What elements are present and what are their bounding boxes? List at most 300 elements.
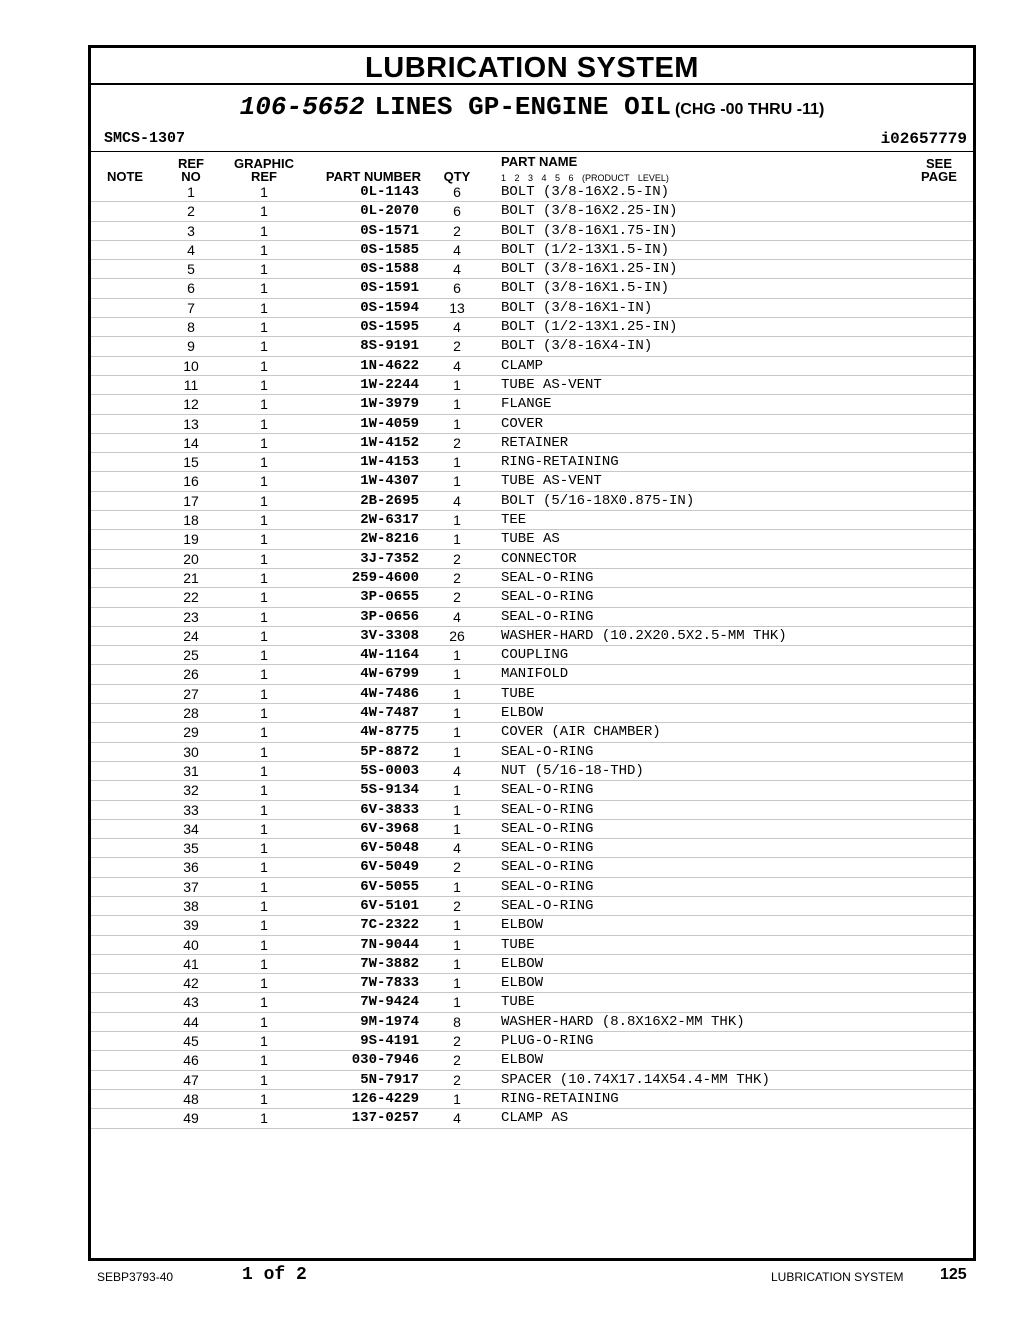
- qty: 26: [449, 627, 465, 644]
- qty: 2: [453, 338, 461, 355]
- table-row: [91, 1071, 973, 1090]
- part-number: 0L-1143: [360, 184, 419, 200]
- part-number: 4W-7487: [360, 705, 419, 722]
- qty: 1: [453, 705, 461, 722]
- table-row: [91, 1090, 973, 1109]
- table-row: [91, 376, 973, 395]
- graphic-ref: 1: [260, 994, 268, 1011]
- graphic-ref: 1: [260, 627, 268, 644]
- part-name: ELBOW: [501, 975, 544, 992]
- graphic-ref: 1: [260, 705, 268, 722]
- table-row: [91, 1013, 973, 1032]
- graphic-ref: 1: [260, 203, 268, 220]
- table-row: [91, 936, 973, 955]
- page-title: LUBRICATION SYSTEM: [365, 52, 699, 84]
- graphic-ref: 1: [260, 743, 268, 760]
- ref-no: 11: [183, 376, 199, 393]
- table-row: [91, 820, 973, 839]
- graphic-ref: 1: [260, 1071, 268, 1088]
- part-number: 0S-1591: [360, 280, 419, 297]
- table-row: [91, 685, 973, 704]
- part-number: 5S-9134: [360, 782, 419, 799]
- qty: 2: [453, 859, 461, 876]
- part-number: 030-7946: [351, 1052, 419, 1069]
- part-name: SPACER (10.74X17.14X54.4-MM THK): [501, 1071, 770, 1088]
- qty: 1: [453, 531, 461, 548]
- table-row: [91, 839, 973, 858]
- part-number: 7W-9424: [360, 994, 419, 1011]
- graphic-ref: 1: [260, 512, 268, 529]
- graphic-ref: 1: [260, 917, 268, 934]
- qty: 1: [453, 396, 461, 413]
- table-row: [91, 1109, 973, 1128]
- table-row: [91, 762, 973, 781]
- part-name: BOLT (3/8-16X1.5-IN): [501, 280, 670, 297]
- part-name: SEAL-O-RING: [501, 897, 594, 914]
- table-row: [91, 801, 973, 820]
- header-see-line2: PAGE: [921, 169, 957, 184]
- ref-no: 48: [183, 1090, 199, 1107]
- table-row: [91, 337, 973, 356]
- part-number: 8S-9191: [360, 338, 419, 355]
- ref-no: 49: [183, 1110, 199, 1127]
- table-row: [91, 955, 973, 974]
- header-qty: QTY: [443, 169, 471, 184]
- part-number: 137-0257: [351, 1110, 419, 1127]
- ref-no: 22: [183, 589, 199, 606]
- part-name: BOLT (3/8-16X2.25-IN): [501, 203, 678, 220]
- graphic-ref: 1: [260, 878, 268, 895]
- qty: 6: [453, 203, 461, 220]
- table-row: [91, 588, 973, 607]
- qty: 2: [453, 569, 461, 586]
- ref-no: 41: [183, 955, 199, 972]
- qty: 4: [453, 319, 461, 336]
- part-name: TEE: [501, 512, 527, 529]
- part-number: 6V-3833: [360, 801, 419, 818]
- part-name: SEAL-O-RING: [501, 859, 594, 876]
- change-range: (CHG -00 THRU -11): [674, 101, 825, 118]
- graphic-ref: 1: [260, 531, 268, 548]
- header-note: NOTE: [106, 169, 144, 184]
- ref-no: 10: [183, 357, 199, 374]
- table-row: [91, 357, 973, 376]
- part-number: 1W-4059: [360, 415, 419, 432]
- ref-no: 8: [187, 319, 195, 336]
- header-graphic-line2: REF: [251, 169, 277, 184]
- part-number: 4W-1164: [360, 647, 419, 664]
- graphic-ref: 1: [260, 762, 268, 779]
- table-row: [91, 530, 973, 549]
- part-number: 9M-1974: [360, 1013, 419, 1030]
- qty: 2: [453, 897, 461, 914]
- part-name: CLAMP: [501, 357, 544, 374]
- ref-no: 36: [183, 859, 199, 876]
- ref-no: 15: [183, 454, 199, 471]
- graphic-ref: 1: [260, 434, 268, 451]
- qty: 1: [453, 820, 461, 837]
- table-row: [91, 608, 973, 627]
- ref-no: 39: [183, 917, 199, 934]
- qty: 4: [453, 1110, 461, 1127]
- ref-no: 14: [183, 434, 199, 451]
- qty: 2: [453, 1071, 461, 1088]
- graphic-ref: 1: [260, 840, 268, 857]
- qty: 4: [453, 762, 461, 779]
- part-name: TUBE: [501, 994, 535, 1011]
- ref-no: 31: [183, 762, 199, 779]
- part-number: 3V-3308: [360, 627, 419, 644]
- parts-page-frame: [88, 45, 976, 1261]
- footer-section: LUBRICATION SYSTEM: [771, 1270, 904, 1284]
- part-name: TUBE AS-VENT: [501, 376, 602, 393]
- table-row: [91, 395, 973, 414]
- table-row: [91, 183, 973, 202]
- part-number: 7W-3882: [360, 955, 419, 972]
- graphic-ref: 1: [260, 1090, 268, 1107]
- part-name: RING-RETAINING: [501, 454, 619, 471]
- table-row: [91, 241, 973, 260]
- part-number: 3P-0655: [360, 589, 419, 606]
- group-subtitle: [91, 92, 973, 122]
- qty: 2: [453, 1052, 461, 1069]
- part-name: ELBOW: [501, 917, 544, 934]
- graphic-ref: 1: [260, 299, 268, 316]
- smcs-code: SMCS-1307: [104, 130, 186, 147]
- part-name: TUBE: [501, 936, 535, 953]
- part-name: SEAL-O-RING: [501, 801, 594, 818]
- part-name: BOLT (5/16-18X0.875-IN): [501, 492, 695, 509]
- ref-no: 45: [183, 1033, 199, 1050]
- part-name: SEAL-O-RING: [501, 782, 594, 799]
- ref-no: 17: [183, 492, 199, 509]
- table-row: [91, 569, 973, 588]
- graphic-ref: 1: [260, 357, 268, 374]
- part-name: BOLT (3/8-16X1.75-IN): [501, 222, 678, 239]
- part-name: CLAMP AS: [501, 1110, 569, 1127]
- table-row: [91, 260, 973, 279]
- qty: 1: [453, 801, 461, 818]
- part-name: SEAL-O-RING: [501, 878, 594, 895]
- graphic-ref: 1: [260, 1013, 268, 1030]
- ref-no: 43: [183, 994, 199, 1011]
- table-row: [91, 453, 973, 472]
- graphic-ref: 1: [260, 280, 268, 297]
- table-row: [91, 1051, 973, 1070]
- graphic-ref: 1: [260, 820, 268, 837]
- graphic-ref: 1: [260, 492, 268, 509]
- part-name: MANIFOLD: [501, 666, 569, 683]
- ref-no: 12: [183, 396, 199, 413]
- graphic-ref: 1: [260, 222, 268, 239]
- table-row: [91, 723, 973, 742]
- part-number: 1W-3979: [360, 396, 419, 413]
- part-number: 259-4600: [351, 569, 419, 586]
- graphic-ref: 1: [260, 724, 268, 741]
- table-row: [91, 916, 973, 935]
- part-number: 4W-6799: [360, 666, 419, 683]
- graphic-ref: 1: [260, 859, 268, 876]
- qty: 4: [453, 261, 461, 278]
- group-number: 106-5652: [239, 92, 365, 122]
- table-row: [91, 1032, 973, 1051]
- graphic-ref: 1: [260, 589, 268, 606]
- document-id: i02657779: [880, 130, 967, 148]
- part-number: 126-4229: [351, 1090, 419, 1107]
- table-row: [91, 665, 973, 684]
- ref-no: 33: [183, 801, 199, 818]
- qty: 1: [453, 1090, 461, 1107]
- graphic-ref: 1: [260, 936, 268, 953]
- table-row: [91, 472, 973, 491]
- part-number: 2W-8216: [360, 531, 419, 548]
- qty: 4: [453, 241, 461, 258]
- part-name: COUPLING: [501, 647, 569, 664]
- qty: 1: [453, 376, 461, 393]
- footer-doc-code: SEBP3793-40: [97, 1270, 174, 1284]
- part-name: PLUG-O-RING: [501, 1033, 594, 1050]
- qty: 2: [453, 589, 461, 606]
- part-name: TUBE AS: [501, 531, 560, 548]
- graphic-ref: 1: [260, 376, 268, 393]
- ref-no: 26: [183, 666, 199, 683]
- ref-no: 35: [183, 840, 199, 857]
- table-row: [91, 974, 973, 993]
- part-number: 6V-5101: [360, 897, 419, 914]
- graphic-ref: 1: [260, 454, 268, 471]
- ref-no: 38: [183, 897, 199, 914]
- graphic-ref: 1: [260, 608, 268, 625]
- qty: 8: [453, 1013, 461, 1030]
- table-row: [91, 222, 973, 241]
- qty: 13: [449, 299, 465, 316]
- table-row: [91, 511, 973, 530]
- table-row: [91, 492, 973, 511]
- ref-no: 3: [187, 222, 195, 239]
- table-row: [91, 878, 973, 897]
- part-number: 7N-9044: [360, 936, 419, 953]
- graphic-ref: 1: [260, 801, 268, 818]
- graphic-ref: 1: [260, 319, 268, 336]
- qty: 2: [453, 550, 461, 567]
- part-name: NUT (5/16-18-THD): [501, 762, 644, 779]
- table-row: [91, 704, 973, 723]
- graphic-ref: 1: [260, 396, 268, 413]
- graphic-ref: 1: [260, 685, 268, 702]
- part-number: 0S-1585: [360, 241, 419, 258]
- part-name: BOLT (1/2-13X1.5-IN): [501, 241, 670, 258]
- part-number: 6V-5049: [360, 859, 419, 876]
- ref-no: 4: [187, 241, 195, 258]
- part-name: SEAL-O-RING: [501, 569, 594, 586]
- part-number: 5N-7917: [360, 1071, 419, 1088]
- qty: 1: [453, 743, 461, 760]
- part-number: 7C-2322: [360, 917, 419, 934]
- part-name: COVER (AIR CHAMBER): [501, 724, 661, 741]
- header-see-line1: SEE: [925, 156, 952, 171]
- graphic-ref: 1: [260, 184, 268, 200]
- ref-no: 9: [187, 338, 195, 355]
- qty: 1: [453, 454, 461, 471]
- part-number: 1W-2244: [360, 376, 419, 393]
- ref-no: 16: [183, 473, 199, 490]
- graphic-ref: 1: [260, 550, 268, 567]
- part-name: ELBOW: [501, 705, 544, 722]
- qty: 4: [453, 357, 461, 374]
- ref-no: 46: [183, 1052, 199, 1069]
- qty: 1: [453, 936, 461, 953]
- header-divider: [91, 151, 973, 152]
- part-name: SEAL-O-RING: [501, 589, 594, 606]
- qty: 1: [453, 685, 461, 702]
- qty: 4: [453, 840, 461, 857]
- header-part-number: PART NUMBER: [325, 169, 421, 184]
- ref-no: 13: [183, 415, 199, 432]
- part-number: 9S-4191: [360, 1033, 419, 1050]
- graphic-ref: 1: [260, 897, 268, 914]
- qty: 1: [453, 666, 461, 683]
- table-row: [91, 415, 973, 434]
- part-name: BOLT (1/2-13X1.25-IN): [501, 319, 678, 336]
- part-number: 2B-2695: [360, 492, 419, 509]
- ref-no: 34: [183, 820, 199, 837]
- table-row: [91, 299, 973, 318]
- ref-no: 21: [183, 569, 199, 586]
- part-number: 5P-8872: [360, 743, 419, 760]
- table-row: [91, 627, 973, 646]
- part-number: 4W-7486: [360, 685, 419, 702]
- part-number: 2W-6317: [360, 512, 419, 529]
- part-number: 1W-4153: [360, 454, 419, 471]
- ref-no: 18: [183, 512, 199, 529]
- part-name: SEAL-O-RING: [501, 840, 594, 857]
- qty: 1: [453, 473, 461, 490]
- ref-no: 32: [183, 782, 199, 799]
- header-ref-line1: REF: [178, 156, 204, 171]
- title-divider: [91, 83, 973, 85]
- ref-no: 25: [183, 647, 199, 664]
- part-name: ELBOW: [501, 1052, 544, 1069]
- qty: 1: [453, 975, 461, 992]
- qty: 1: [453, 782, 461, 799]
- table-row: [91, 434, 973, 453]
- part-name: BOLT (3/8-16X1-IN): [501, 299, 653, 316]
- table-row: [91, 897, 973, 916]
- ref-no: 29: [183, 724, 199, 741]
- part-number: 6V-5055: [360, 878, 419, 895]
- ref-no: 7: [187, 299, 195, 316]
- group-name: LINES GP-ENGINE OIL: [374, 92, 671, 122]
- part-number: 0L-2070: [360, 203, 419, 220]
- part-name: BOLT (3/8-16X1.25-IN): [501, 261, 678, 278]
- qty: 1: [453, 724, 461, 741]
- part-name: WASHER-HARD (8.8X16X2-MM THK): [501, 1013, 745, 1030]
- part-name: BOLT (3/8-16X4-IN): [501, 338, 653, 355]
- ref-no: 27: [183, 685, 199, 702]
- part-number: 0S-1588: [360, 261, 419, 278]
- table-row: [91, 202, 973, 221]
- part-number: 0S-1595: [360, 319, 419, 336]
- parts-table: [91, 183, 973, 1129]
- part-name: COVER: [501, 415, 544, 432]
- graphic-ref: 1: [260, 666, 268, 683]
- graphic-ref: 1: [260, 975, 268, 992]
- part-name: CONNECTOR: [501, 550, 577, 567]
- qty: 2: [453, 1033, 461, 1050]
- part-name: TUBE AS-VENT: [501, 473, 602, 490]
- part-name: BOLT (3/8-16X2.5-IN): [501, 184, 670, 200]
- ref-no: 28: [183, 705, 199, 722]
- ref-no: 19: [183, 531, 199, 548]
- graphic-ref: 1: [260, 569, 268, 586]
- graphic-ref: 1: [260, 955, 268, 972]
- part-number: 5S-0003: [360, 762, 419, 779]
- part-number: 3P-0656: [360, 608, 419, 625]
- header-product-level: 1 2 3 4 5 6 (PRODUCT LEVEL): [501, 173, 669, 183]
- part-name: SEAL-O-RING: [501, 820, 594, 837]
- part-number: 1N-4622: [360, 357, 419, 374]
- table-row: [91, 781, 973, 800]
- part-name: ELBOW: [501, 955, 544, 972]
- part-number: 4W-8775: [360, 724, 419, 741]
- ref-no: 1: [187, 184, 195, 200]
- part-number: 1W-4307: [360, 473, 419, 490]
- table-row: [91, 743, 973, 762]
- qty: 4: [453, 492, 461, 509]
- qty: 1: [453, 512, 461, 529]
- ref-no: 6: [187, 280, 195, 297]
- part-name: SEAL-O-RING: [501, 608, 594, 625]
- part-name: SEAL-O-RING: [501, 743, 594, 760]
- part-number: 7W-7833: [360, 975, 419, 992]
- part-name: WASHER-HARD (10.2X20.5X2.5-MM THK): [501, 627, 787, 644]
- part-number: 6V-3968: [360, 820, 419, 837]
- ref-no: 30: [183, 743, 199, 760]
- part-number: 1W-4152: [360, 434, 419, 451]
- ref-no: 24: [183, 627, 199, 644]
- qty: 6: [453, 280, 461, 297]
- header-part-name: PART NAME: [501, 154, 578, 169]
- ref-no: 40: [183, 936, 199, 953]
- ref-no: 23: [183, 608, 199, 625]
- qty: 2: [453, 434, 461, 451]
- graphic-ref: 1: [260, 1033, 268, 1050]
- table-row: [91, 858, 973, 877]
- header-graphic-line1: GRAPHIC: [234, 156, 294, 171]
- part-name: RING-RETAINING: [501, 1090, 619, 1107]
- qty: 1: [453, 878, 461, 895]
- part-number: 0S-1571: [360, 222, 419, 239]
- qty: 4: [453, 608, 461, 625]
- part-name: FLANGE: [501, 396, 552, 413]
- header-ref-line2: NO: [181, 169, 201, 184]
- part-number: 0S-1594: [360, 299, 419, 316]
- qty: 1: [453, 647, 461, 664]
- qty: 6: [453, 184, 461, 200]
- ref-no: 44: [183, 1013, 199, 1030]
- part-number: 3J-7352: [360, 550, 419, 567]
- table-row: [91, 993, 973, 1012]
- ref-no: 5: [187, 261, 195, 278]
- part-name: TUBE: [501, 685, 535, 702]
- graphic-ref: 1: [260, 241, 268, 258]
- footer-page-of: 1 of 2: [242, 1265, 307, 1285]
- graphic-ref: 1: [260, 338, 268, 355]
- graphic-ref: 1: [260, 415, 268, 432]
- graphic-ref: 1: [260, 261, 268, 278]
- qty: 1: [453, 994, 461, 1011]
- table-row: [91, 279, 973, 298]
